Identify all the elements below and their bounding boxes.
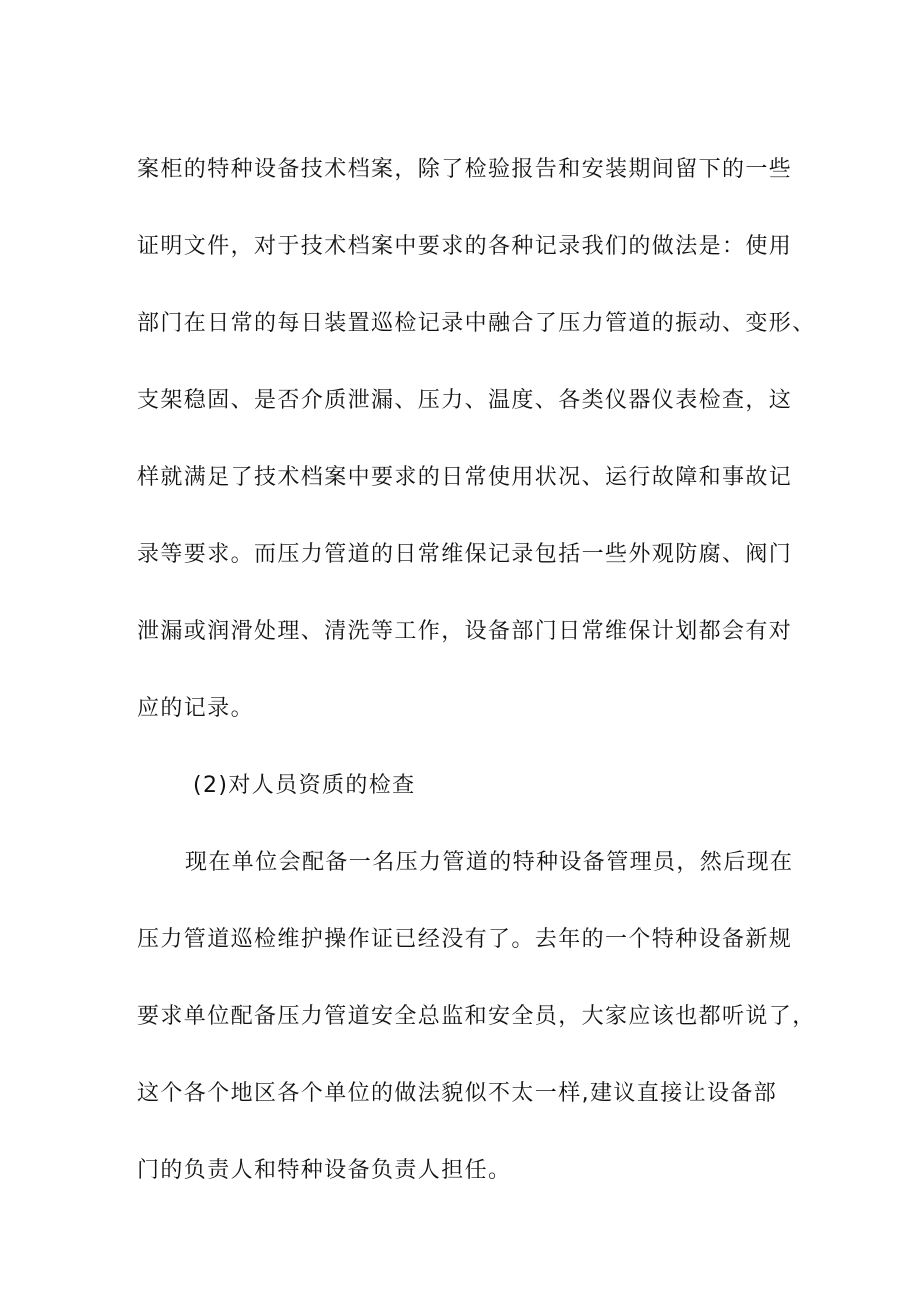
paragraph-line: 这个各个地区各个单位的做法貌似不太一样,建议直接让设备部 xyxy=(137,1081,778,1106)
paragraph-line: 泄漏或润滑处理、清洗等工作，设备部门日常维保计划都会有对 xyxy=(137,619,793,644)
paragraph-line: 样就满足了技术档案中要求的日常使用状况、运行故障和事故记 xyxy=(137,465,793,490)
paragraph-line: 证明文件，对于技术档案中要求的各种记录我们的做法是：使用 xyxy=(137,234,793,259)
paragraph-line: 支架稳固、是否介质泄漏、压力、温度、各类仪器仪表检查，这 xyxy=(137,388,793,413)
paragraph-line: 压力管道巡检维护操作证已经没有了。去年的一个特种设备新规 xyxy=(137,927,793,952)
paragraph-line: 现在单位会配备一名压力管道的特种设备管理员，然后现在 xyxy=(185,850,794,875)
paragraph-line: 录等要求。而压力管道的日常维保记录包括一些外观防腐、阀门 xyxy=(137,542,793,567)
paragraph-line: 应的记录。 xyxy=(137,696,255,721)
paragraph-line: 部门在日常的每日装置巡检记录中融合了压力管道的振动、变形、 xyxy=(137,311,816,336)
paragraph-line: 要求单位配备压力管道安全总监和安全员，大家应该也都听说了， xyxy=(137,1004,816,1029)
paragraph-line: 案柜的特种设备技术档案，除了检验报告和安装期间留下的一些 xyxy=(137,157,793,182)
section-heading: (2)对人员资质的检查 xyxy=(193,773,416,798)
paragraph-line: 门的负责人和特种设备负责人担任。 xyxy=(137,1158,512,1183)
